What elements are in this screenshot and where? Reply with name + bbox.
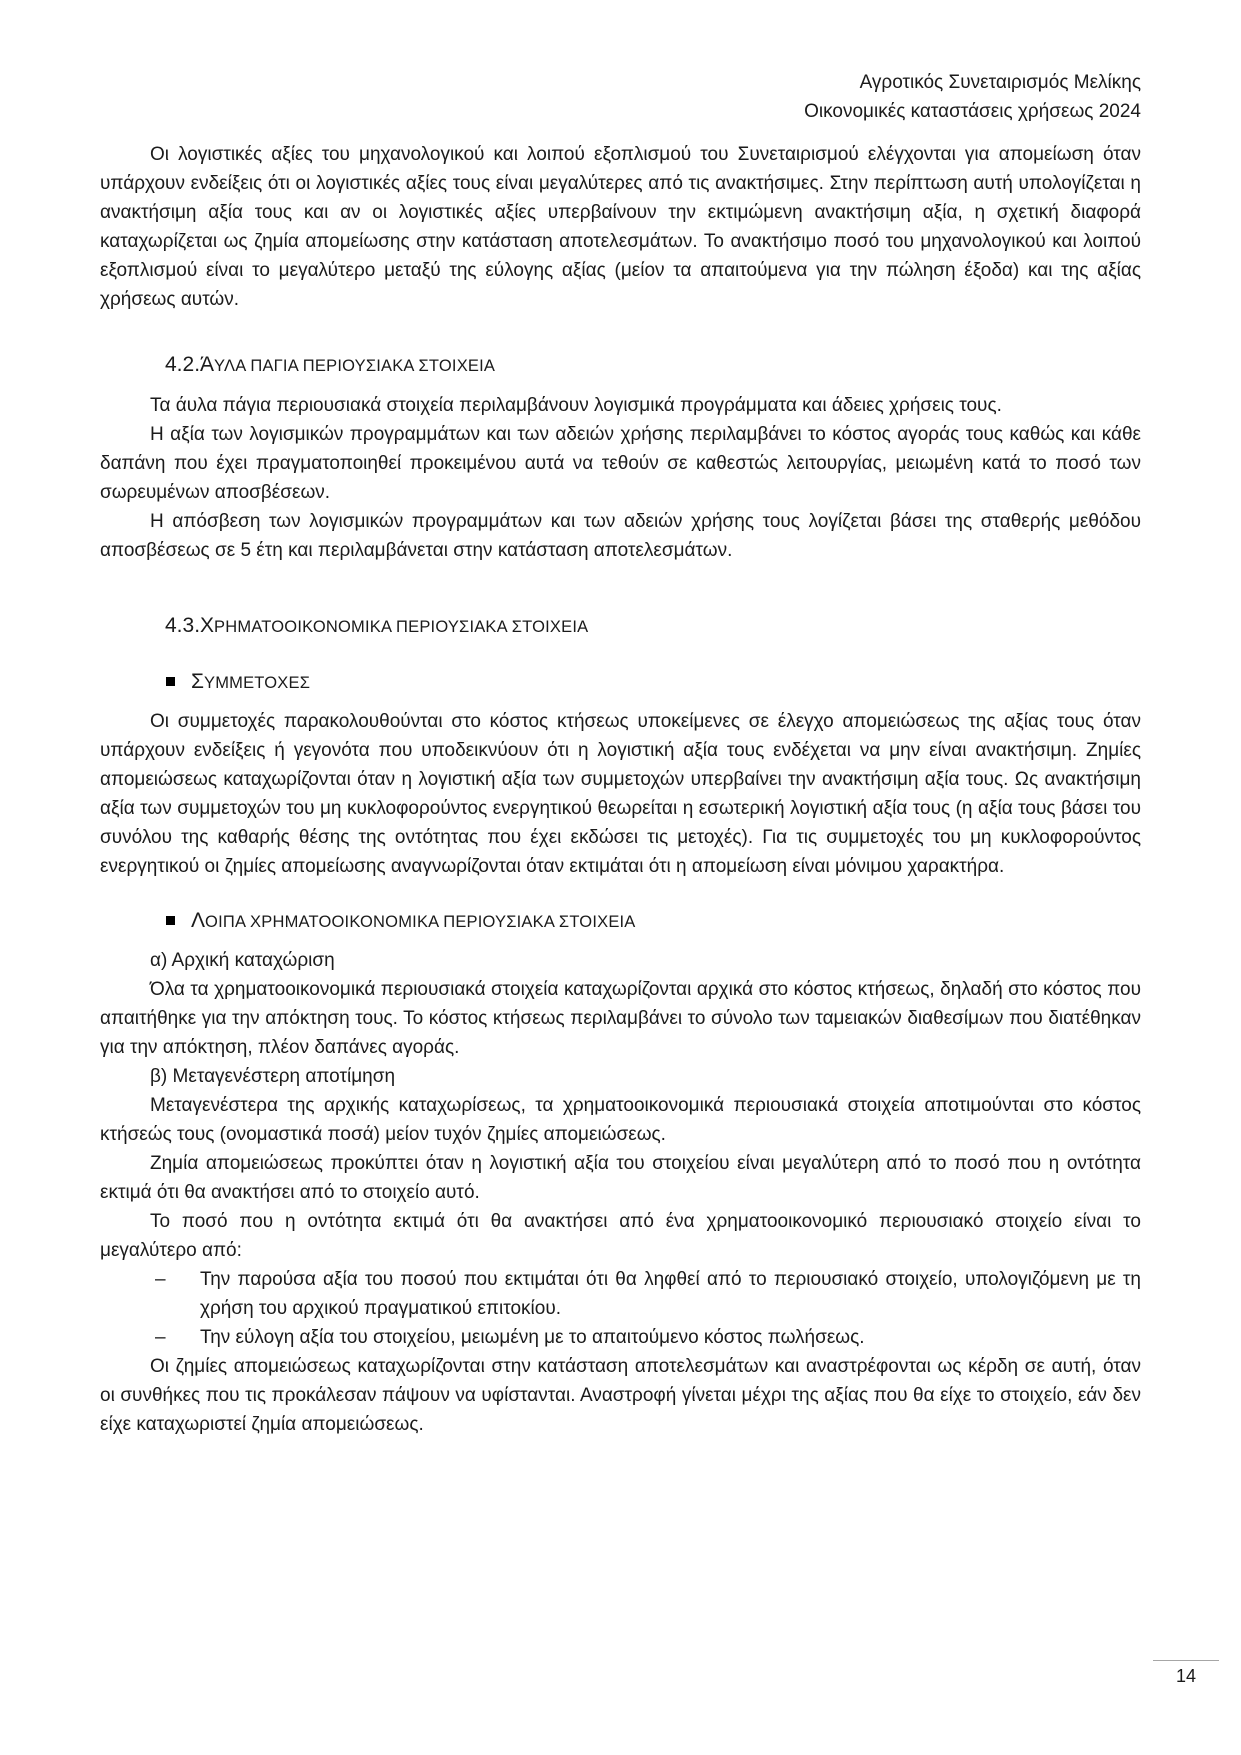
- square-bullet-icon: [166, 677, 175, 686]
- header-doc-title: Οικονομικές καταστάσεις χρήσεως 2024: [804, 101, 1141, 122]
- section-heading-4-2: [165, 350, 1141, 381]
- bullet-other-financial-rest: ΟΙΠΑ ΧΡΗΜΑΤΟΟΙΚΟΝΟΜΙΚΑ ΠΕΡΙΟΥΣΙΑΚΑ ΣΤΟΙΧΕΙΑ: [205, 913, 636, 931]
- paragraph-impairment-loss-definition: Ζημία απομειώσεως προκύπτει όταν η λογιστική αξία του στοιχείου είναι μεγαλύτερη από το ποσό που η οντότητα εκτιμά ότι θα ανακτήσει από το στοιχείο αυτό.: [100, 1153, 1141, 1203]
- sub-label-subsequent-measurement: β) Μεταγενέστερη αποτίμηση: [150, 1066, 396, 1087]
- dash-marker: –: [155, 1269, 166, 1290]
- list-item-fair-value: [100, 1323, 1141, 1352]
- document-header: [100, 68, 1141, 126]
- paragraph-initial-recognition: Όλα τα χρηματοοικονομικά περιουσιακά στοιχεία καταχωρίζονται αρχικά στο κόστος κτήσεως, δηλαδή στο κόστος που απαιτήθηκε για την απόκτηση τους. Το κόστος κτήσεως περιλαμβάνει το σύνολο των ταμειακών διαθεσίμων που διατέθηκαν για την απόκτηση, πλέον δαπάνες αγοράς.: [100, 979, 1141, 1058]
- heading-4-2-rest: ΥΛΑ ΠΑΓΙΑ ΠΕΡΙΟΥΣΙΑΚΑ ΣΤΟΙΧΕΙΑ: [214, 357, 496, 375]
- bullet-participations-lead: Σ: [191, 670, 204, 693]
- bullet-heading-participations: [165, 667, 1141, 698]
- paragraph-subsequent-measurement: Μεταγενέστερα της αρχικής καταχωρίσεως, τα χρηματοοικονομικά περιουσιακά στοιχεία αποτιμούνται στο κόστος κτήσεώς τους (ονομαστικά ποσά) μείον τυχόν ζημίες απομειώσεως.: [100, 1095, 1141, 1145]
- footer-rule: [1153, 1660, 1219, 1661]
- paragraph-equipment-impairment: Οι λογιστικές αξίες του μηχανολογικού και λοιπού εξοπλισμού του Συνεταιρισμού ελέγχονται για απομείωση όταν υπάρχουν ενδείξεις ότι οι λογιστικές αξίες τους είναι μεγαλύτερες από τις ανακτήσιμες. Στην περίπτωση αυτή υπολογίζεται η ανακτήσιμη αξία τους και αν οι λογιστικές αξίες υπερβαίνουν την εκτιμώμενη ανακτήσιμη αξία, η σχετική διαφορά καταχωρίζεται ως ζημία απομείωσης στην κατάσταση αποτελεσμάτων. Το ανακτήσιμο ποσό του μηχανολογικού και λοιπού εξοπλισμού είναι το μεγαλύτερο μεταξύ της εύλογης αξίας (μείον τα απαιτούμενα για την πώληση έξοδα) και της αξίας χρήσεως αυτών.: [100, 144, 1141, 310]
- list-item-text: Την παρούσα αξία του ποσού που εκτιμάται ότι θα ληφθεί από το περιουσιακό στοιχείο, υπολογιζόμενη με τη χρήση του αρχικού πραγματικού επιτοκίου.: [200, 1269, 1141, 1319]
- heading-4-2-lead: 4.2.Ά: [165, 353, 215, 376]
- paragraph-impairment-reversal: Οι ζημίες απομειώσεως καταχωρίζονται στην κατάσταση αποτελεσμάτων και αναστρέφονται ως κέρδη σε αυτή, όταν οι συνθήκες που τις προκάλεσαν πάψουν να υφίστανται. Αναστροφή γίνεται μέχρι της αξίας που θα είχε το στοιχείο, εάν δεν είχε καταχωριστεί ζημία απομειώσεως.: [100, 1356, 1141, 1435]
- bullet-other-financial-lead: Λ: [191, 909, 206, 932]
- paragraph-intangibles-cost: Η αξία των λογισμικών προγραμμάτων και των αδειών χρήσης περιλαμβάνει το κόστος αγοράς τους καθώς και κάθε δαπάνη που έχει πραγματοποιηθεί προκειμένου αυτά να τεθούν σε καθεστώς λειτουργίας, μειωμένη κατά το ποσό των σωρευμένων αποσβέσεων.: [100, 424, 1141, 503]
- heading-4-3-rest: ΡΗΜΑΤΟΟΙΚΟΝΟΜΙΚΑ ΠΕΡΙΟΥΣΙΑΚΑ ΣΤΟΙΧΕΙΑ: [214, 618, 589, 636]
- bullet-heading-other-financial-assets: [165, 906, 1141, 937]
- document-body: [100, 140, 1141, 1439]
- paragraph-intangibles-scope: Τα άυλα πάγια περιουσιακά στοιχεία περιλαμβάνουν λογισμικά προγράμματα και άδειες χρήσεις τους.: [150, 395, 1002, 416]
- header-org-name: Αγροτικός Συνεταιρισμός Μελίκης: [859, 72, 1141, 93]
- square-bullet-icon: [166, 916, 175, 925]
- sub-label-initial-recognition: α) Αρχική καταχώριση: [150, 950, 335, 971]
- dash-marker: –: [155, 1327, 166, 1348]
- heading-4-3-lead: 4.3.Χ: [165, 614, 215, 637]
- paragraph-participations: Οι συμμετοχές παρακολουθούνται στο κόστος κτήσεως υποκείμενες σε έλεγχο απομειώσεως της αξίας τους όταν υπάρχουν ενδείξεις ή γεγονότα που υποδεικνύουν ότι η λογιστική αξία τους ενδέχεται να μην είναι ανακτήσιμη. Ζημίες απομειώσεως καταχωρίζονται όταν η λογιστική αξία των συμμετοχών υπερβαίνει την ανακτήσιμη αξία τους. Ως ανακτήσιμη αξία των συμμετοχών του μη κυκλοφορούντος ενεργητικού θεωρείται η εσωτερική λογιστική αξία τους (η αξία τους βάσει του συνόλου της καθαρής θέσης της οντότητας που έχει εκδώσει τις μετοχές). Για τις συμμετοχές του μη κυκλοφορούντος ενεργητικού οι ζημίες απομείωσης αναγνωρίζονται όταν εκτιμάται ότι η απομείωση είναι μόνιμου χαρακτήρα.: [100, 711, 1141, 877]
- page-footer: [1153, 1660, 1219, 1689]
- list-item-text: Την εύλογη αξία του στοιχείου, μειωμένη με το απαιτούμενο κόστος πωλήσεως.: [200, 1327, 865, 1348]
- paragraph-recoverable-amount: Το ποσό που η οντότητα εκτιμά ότι θα ανακτήσει από ένα χρηματοοικονομικό περιουσιακό στοιχείο είναι το μεγαλύτερο από:: [100, 1211, 1141, 1261]
- dash-list: [100, 1265, 1141, 1352]
- paragraph-intangibles-amortisation: Η απόσβεση των λογισμικών προγραμμάτων και των αδειών χρήσης τους λογίζεται βάσει της σταθερής μεθόδου αποσβέσεως σε 5 έτη και περιλαμβάνεται στην κατάσταση αποτελεσμάτων.: [100, 511, 1141, 561]
- page-number: 14: [1175, 1666, 1197, 1686]
- bullet-participations-rest: ΥΜΜΕΤΟΧΕΣ: [203, 674, 311, 692]
- section-heading-4-3: [165, 611, 1141, 642]
- list-item-present-value: [100, 1265, 1141, 1323]
